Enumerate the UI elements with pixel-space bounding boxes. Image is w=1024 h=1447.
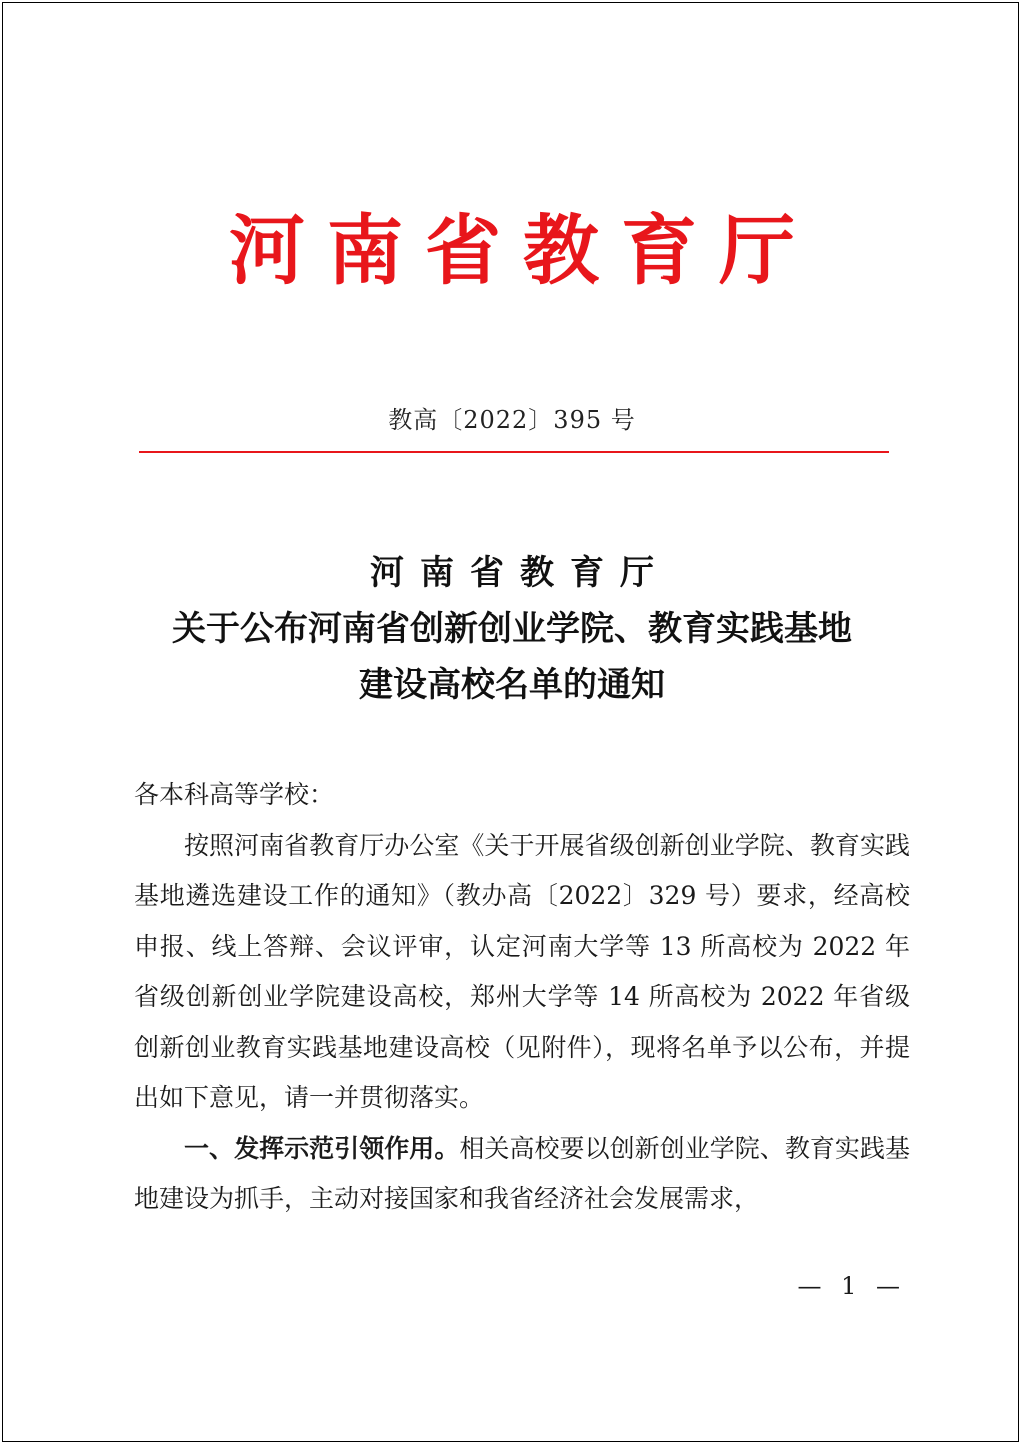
title-line-3: 建设高校名单的通知 (359, 665, 665, 705)
page-number: — 1 — (797, 1272, 906, 1300)
paragraph-2 (134, 1124, 910, 1225)
notice-title (100, 545, 924, 713)
document-number: 教高〔2022〕395 号 (388, 406, 636, 434)
paragraph-2-heading: 一、发挥示范引领作用。 (184, 1133, 460, 1163)
issuer-heading: 河南省教育厅 (229, 206, 817, 295)
paragraph-2-text: 相关高校要以创新创业学院、教育实践基地建设为抓手，主动对接国家和我省经济社会发展需求， (134, 1133, 910, 1213)
title-line-1: 河南省教育厅 (370, 553, 670, 593)
paragraph-1: 按照河南省教育厅办公室《关于开展省级创新创业学院、教育实践基地遴选建设工作的通知》（教办高〔2022〕329 号）要求，经高校申报、线上答辩、会议评审，认定河南大学等 13 所高校为 2022 年省级创新创业学院建设高校，郑州大学等 14 所高校为 2022 年省级创新创业教育实践基地建设高校（见附件），现将名单予以公布，并提出如下意见，请一并贯彻落实。 (134, 830, 910, 1112)
salutation: 各本科高等学校： (134, 780, 335, 809)
title-line-2: 关于公布河南省创新创业学院、教育实践基地 (172, 609, 852, 649)
body-text (134, 770, 910, 1225)
red-divider-rule (139, 451, 889, 453)
